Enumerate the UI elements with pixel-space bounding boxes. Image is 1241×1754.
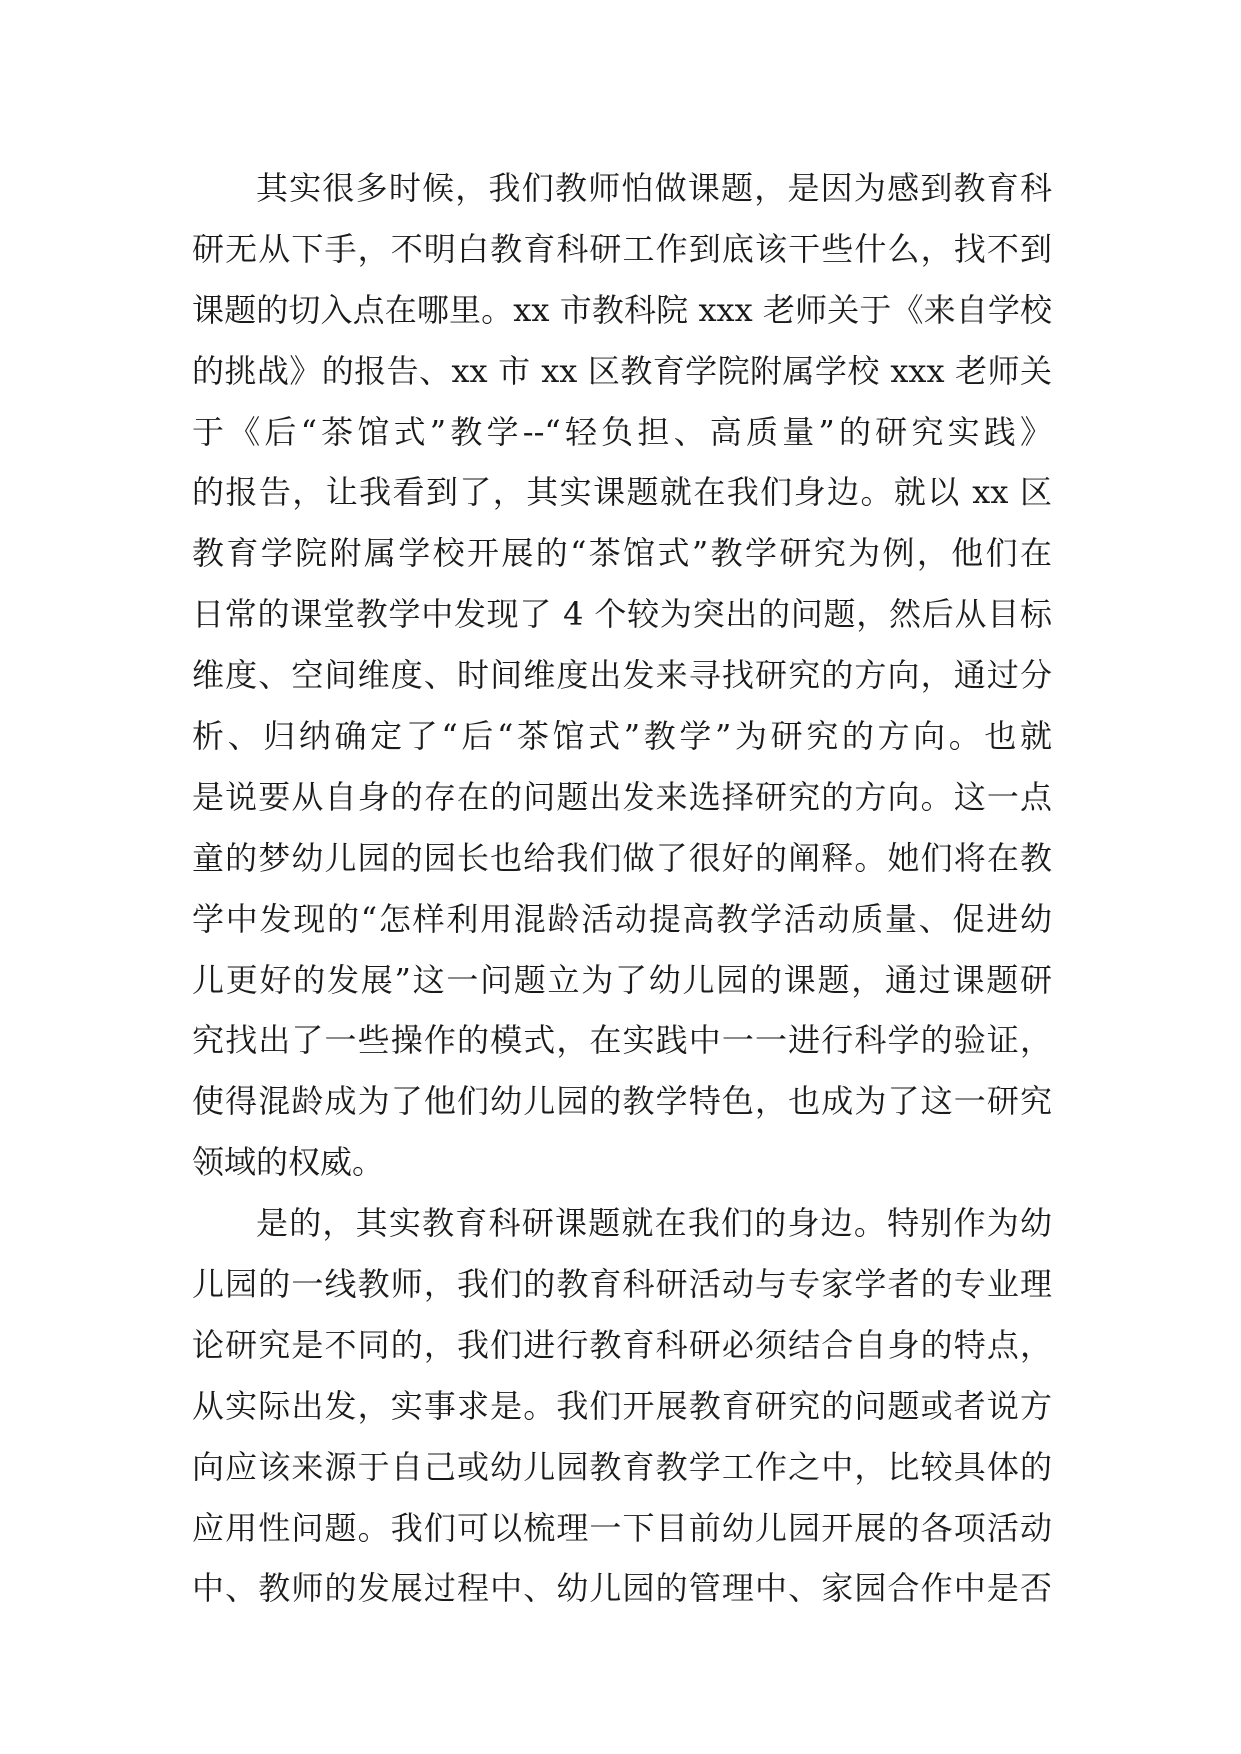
- paragraph-1-line-12: 童的梦幼儿园的园长也给我们做了很好的阐释。她们将在教: [192, 838, 1052, 877]
- paragraph-2-line-7: 中、教师的发展过程中、幼儿园的管理中、家园合作中是否: [192, 1569, 1052, 1608]
- paragraph-1-line-14: 儿更好的发展”这一问题立为了幼儿园的课题，通过课题研: [192, 960, 1052, 999]
- paragraph-1-line-6: 的报告，让我看到了，其实课题就在我们身边。就以 xx 区: [192, 473, 1052, 512]
- paragraph-1-line-2: 研无从下手，不明白教育科研工作到底该干些什么，找不到: [192, 229, 1052, 268]
- body-text: [192, 158, 1052, 1619]
- paragraph-1-line-8: 日常的课堂教学中发现了 4 个较为突出的问题，然后从目标: [192, 595, 1052, 634]
- paragraph-2-line-6: 应用性问题。我们可以梳理一下目前幼儿园开展的各项活动: [192, 1508, 1052, 1547]
- paragraph-2-line-3: 论研究是不同的，我们进行教育科研必须结合自身的特点，: [192, 1325, 1052, 1364]
- paragraph-2-line-1: 是的，其实教育科研课题就在我们的身边。特别作为幼: [256, 1204, 1052, 1243]
- paragraph-1-line-11: 是说要从自身的存在的问题出发来选择研究的方向。这一点: [192, 777, 1052, 816]
- paragraph-1-line-1: 其实很多时候，我们教师怕做课题，是因为感到教育科: [256, 169, 1052, 207]
- paragraph-1-line-3: 课题的切入点在哪里。xx 市教科院 xxx 老师关于《来自学校: [192, 290, 1052, 329]
- paragraph-1-line-13: 学中发现的“怎样利用混龄活动提高教学活动质量、促进幼: [192, 899, 1052, 938]
- paragraph-2-line-5: 向应该来源于自己或幼儿园教育教学工作之中，比较具体的: [192, 1447, 1052, 1486]
- paragraph-1-line-5: 于《后“茶馆式”教学--“轻负担、高质量”的研究实践》: [192, 412, 1052, 451]
- paragraph-1-line-17: 领域的权威。: [192, 1143, 385, 1182]
- paragraph-1-line-4: 的挑战》的报告、xx 市 xx 区教育学院附属学校 xxx 老师关: [192, 351, 1052, 390]
- paragraph-1-line-15: 究找出了一些操作的模式，在实践中一一进行科学的验证，: [192, 1021, 1052, 1060]
- paragraph-1-line-7: 教育学院附属学校开展的“茶馆式”教学研究为例，他们在: [192, 534, 1052, 573]
- paragraph-1-line-16: 使得混龄成为了他们幼儿园的教学特色，也成为了这一研究: [192, 1082, 1052, 1121]
- paragraph-1-line-10: 析、归纳确定了“后“茶馆式”教学”为研究的方向。也就: [192, 717, 1052, 756]
- paragraph-2-line-4: 从实际出发，实事求是。我们开展教育研究的问题或者说方: [192, 1386, 1052, 1425]
- paragraph-1-line-9: 维度、空间维度、时间维度出发来寻找研究的方向，通过分: [192, 656, 1052, 695]
- paragraph-2-line-2: 儿园的一线教师，我们的教育科研活动与专家学者的专业理: [192, 1265, 1052, 1304]
